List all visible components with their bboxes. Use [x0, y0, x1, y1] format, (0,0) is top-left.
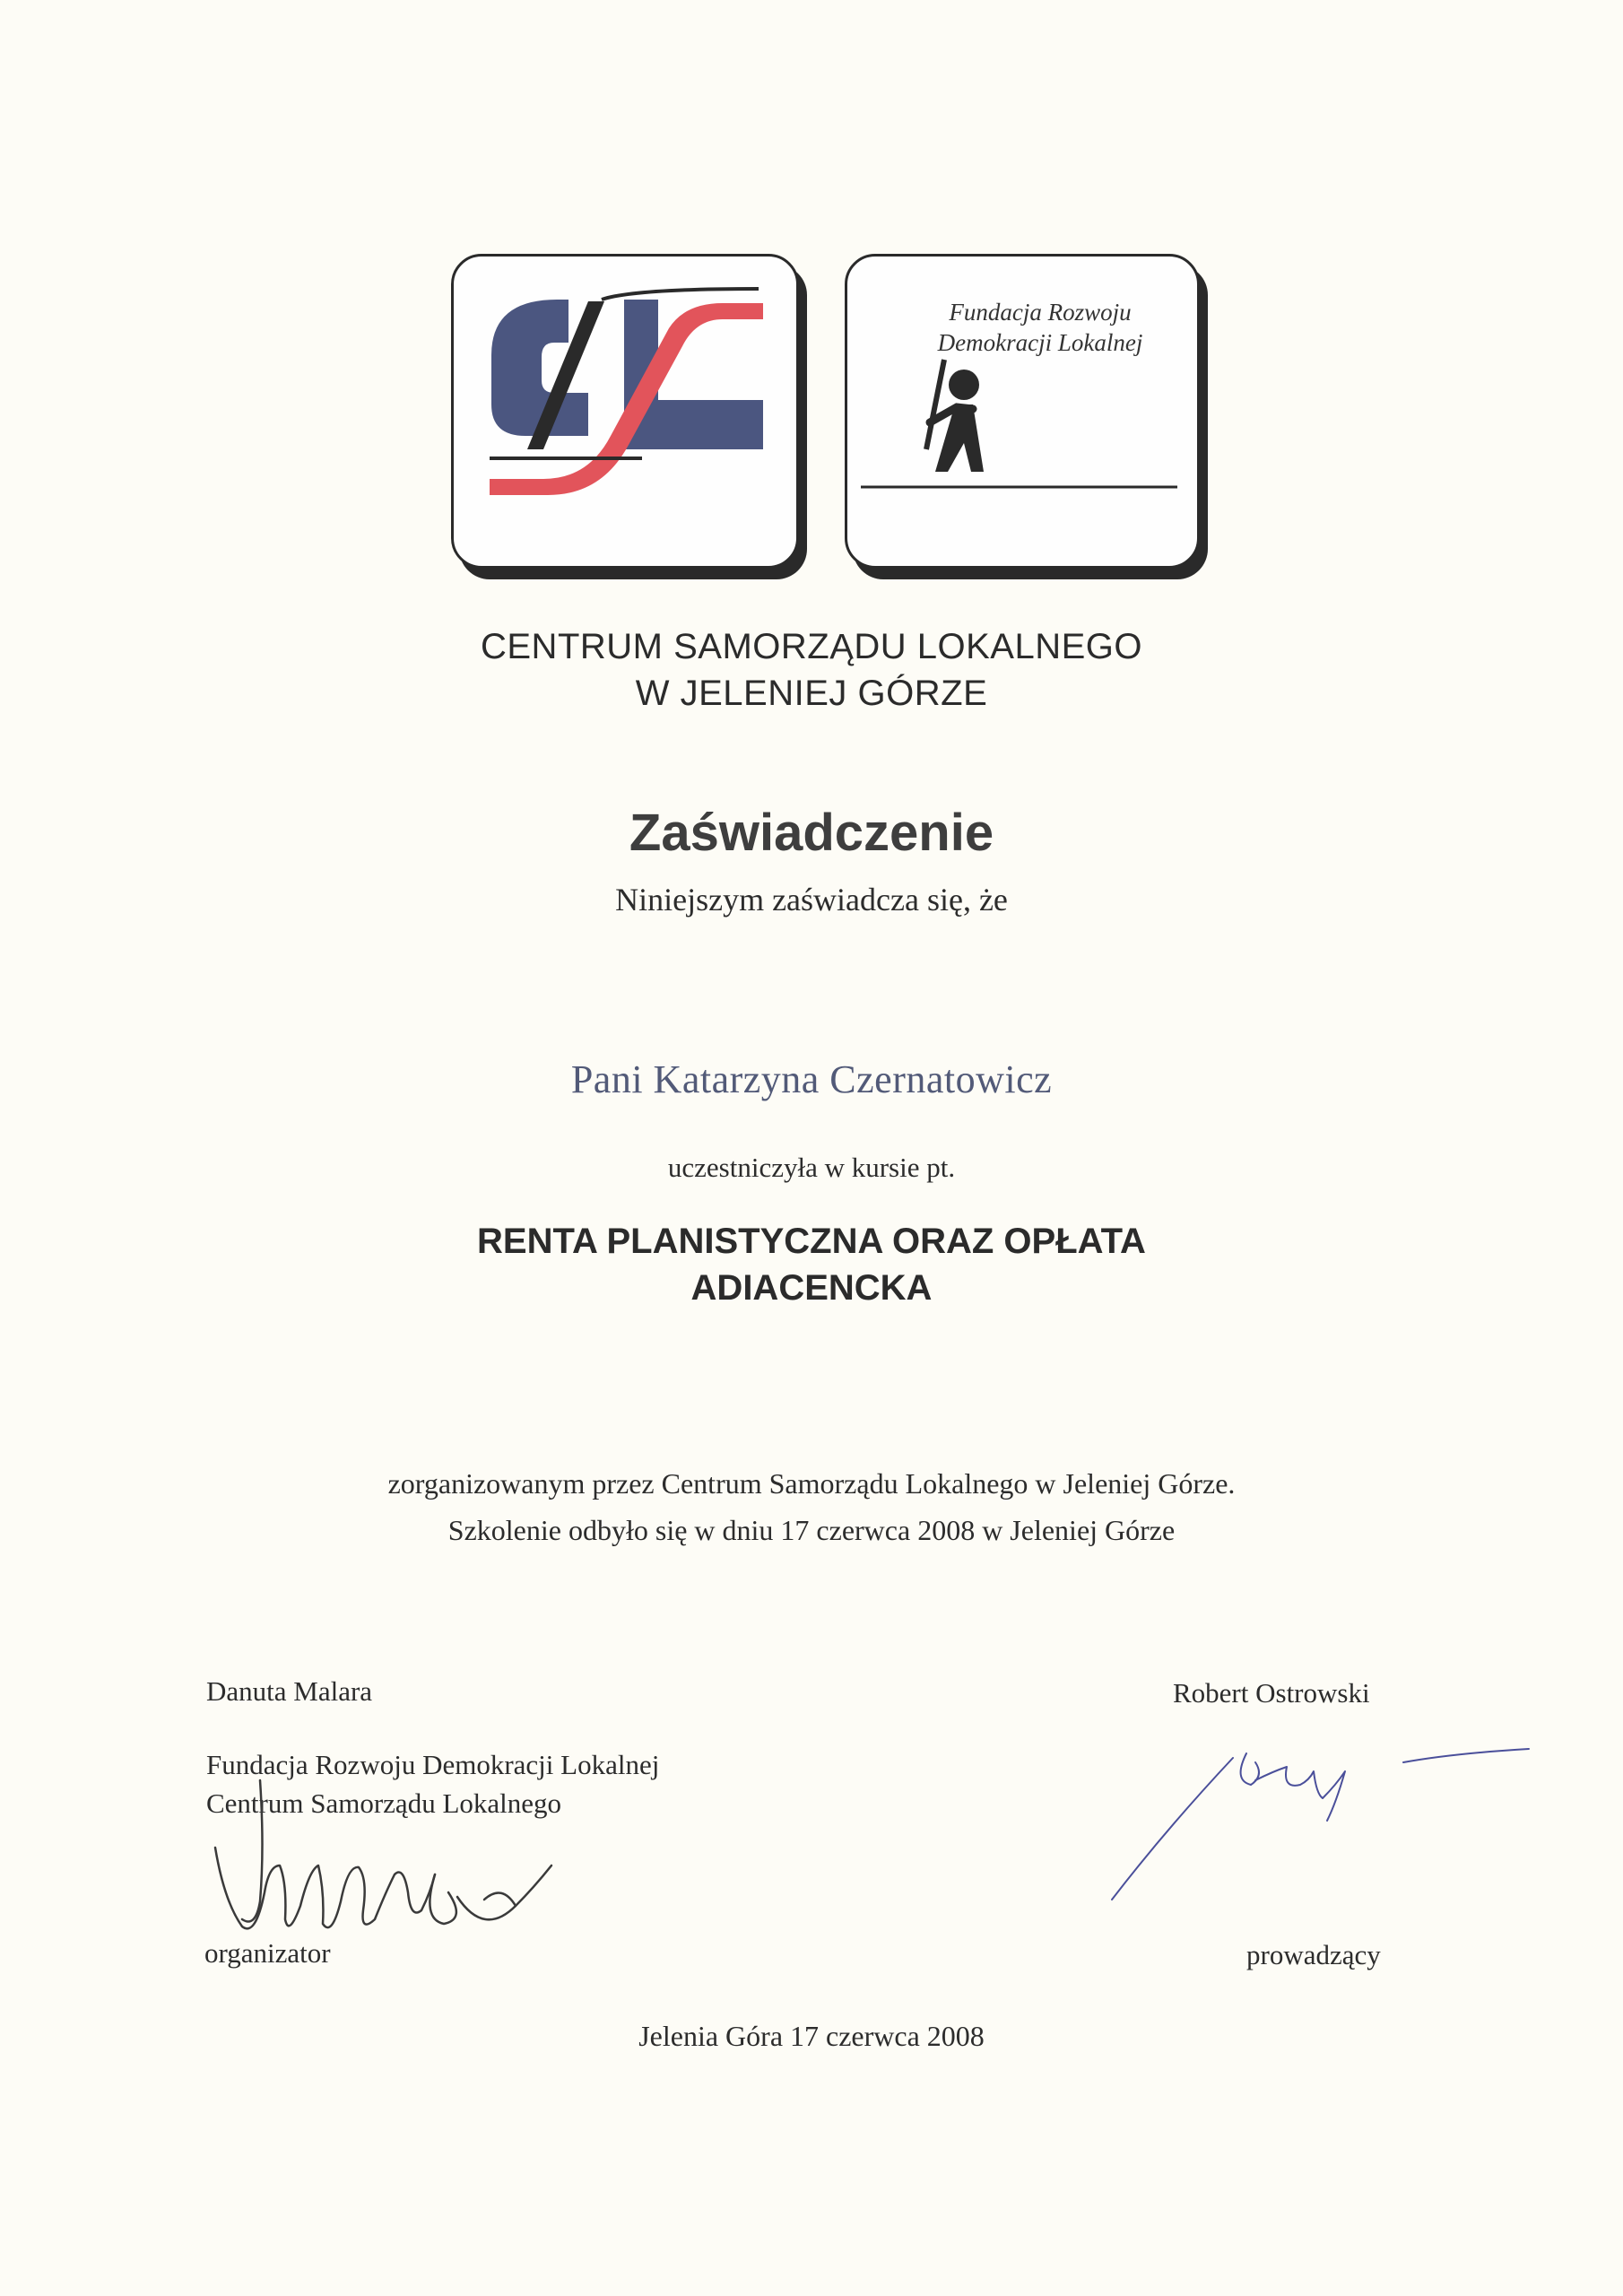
document-title: Zaświadczenie [629, 804, 994, 862]
participation-text: uczestniczyła w kursie pt. [667, 1152, 956, 1183]
left-signatory-name: Danuta Malara [206, 1675, 373, 1707]
left-signatory-org2: Centrum Samorządu Lokalnego [206, 1787, 562, 1819]
place-and-date: Jelenia Góra 17 czerwca 2008 [638, 2020, 985, 2052]
organized-by-line2: Szkolenie odbyło się w dniu 17 czerwca 2008 w Jeleniej Górze [447, 1514, 1176, 1546]
recipient-name: Pani Katarzyna Czernatowicz [570, 1057, 1053, 1101]
frdl-logo-text-line1: Fundacja Rozwoju [949, 299, 1132, 326]
course-title-line2: ADIACENCKA [690, 1268, 933, 1308]
organization-heading-line1: CENTRUM SAMORZĄDU LOKALNEGO [480, 627, 1143, 666]
left-signature [215, 1780, 551, 1928]
intro-text: Niniejszym zaświadcza się, że [615, 882, 1008, 918]
organization-heading-line2: W JELENIEJ GÓRZE [635, 674, 988, 713]
left-signatory-role: organizator [204, 1937, 331, 1969]
course-title-line1: RENTA PLANISTYCZNA ORAZ OPŁATA [477, 1222, 1146, 1261]
left-signatory-org1: Fundacja Rozwoju Demokracji Lokalnej [206, 1749, 660, 1780]
right-signature [1112, 1749, 1529, 1900]
frdl-logo-text-line2: Demokracji Lokalnej [937, 329, 1143, 356]
right-signatory-name: Robert Ostrowski [1173, 1677, 1370, 1709]
right-signatory-role: prowadzący [1246, 1939, 1381, 1970]
organized-by-line1: zorganizowanym przez Centrum Samorządu Lokalnego w Jeleniej Górze. [387, 1467, 1236, 1500]
